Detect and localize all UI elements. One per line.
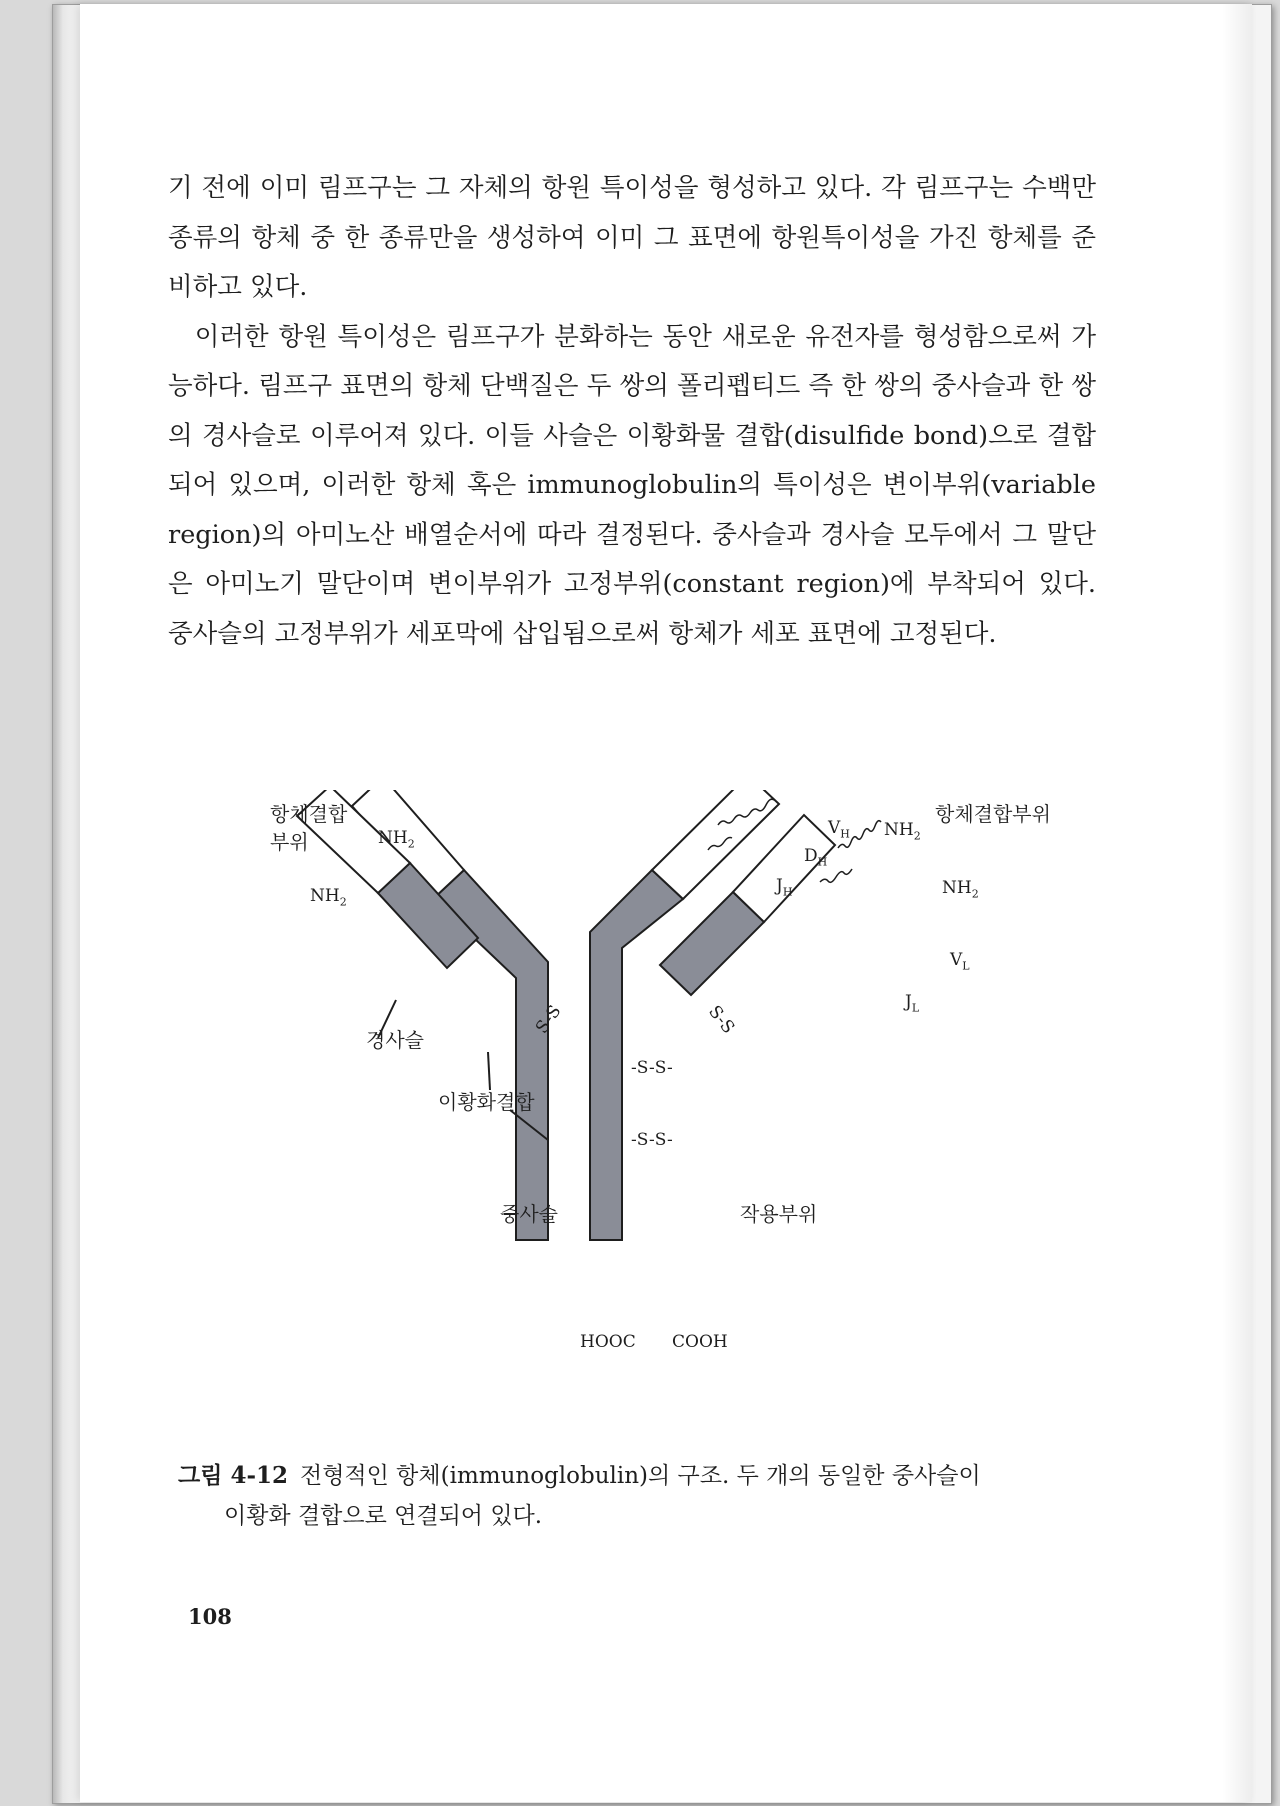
label-heavy-chain: 중사슬 <box>500 1202 558 1226</box>
label-nh2-heavy-right: $NH_2$ <box>884 820 921 843</box>
label-cooh: COOH <box>672 1332 728 1352</box>
antibody-structure-figure <box>170 790 1090 1450</box>
page-right-edge-shade <box>1222 4 1252 1802</box>
label-effector-site: 작용부위 <box>740 1202 818 1226</box>
label-nh2-heavy-left: $NH_2$ <box>378 828 415 851</box>
label-disulfide-bond: 이황화결합 <box>438 1090 535 1114</box>
figure-caption <box>178 1456 1098 1536</box>
label-dh: $D_H$ <box>804 846 828 869</box>
caption-number: 그림 4-12 <box>178 1462 288 1489</box>
label-light-chain: 경사슬 <box>366 1028 424 1052</box>
label-ss-lower-hinge: -S-S- <box>631 1130 673 1150</box>
label-binding-site-left-2: 부위 <box>270 830 309 854</box>
paragraph-2: 이러한 항원 특이성은 림프구가 분화하는 동안 새로운 유전자를 형성함으로써 가능하다. 림프구 표면의 항체 단백질은 두 쌍의 폴리펩티드 즉 한 쌍의 중사슬과 한 쌍의 경사슬로 이루어져 있다. 이들 사슬은 이황화물 결합(disulfide bond)으로 결합되어 있으며, 이러한 항체 혹은 immunoglobulin의 특이성은 변이부위(variable region)의 아미노산 배열순서에 따라 결정된다. 중사슬과 경사슬 모두에서 그 말단은 아미노기 말단이며 변이부위가 고정부위(constant region)에 부착되어 있다. 중사슬의 고정부위가 세포막에 삽입됨으로써 항체가 세포 표면에 고정된다. <box>168 321 1096 649</box>
paragraph-1: 기 전에 이미 림프구는 그 자체의 항원 특이성을 형성하고 있다. 각 림프구는 수백만 종류의 항체 중 한 종류만을 생성하여 이미 그 표면에 항원특이성을 가진 항체를 준비하고 있다. <box>168 173 1096 302</box>
label-jl: $J_L$ <box>905 992 920 1015</box>
label-binding-site-left-1: 항체결합 <box>270 802 348 826</box>
label-binding-site-right: 항체결합부위 <box>935 802 1051 826</box>
label-hooc: HOOC <box>580 1332 636 1352</box>
label-vh: $V_H$ <box>828 818 850 841</box>
caption-line-2: 이황화 결합으로 연결되어 있다. <box>224 1503 543 1529</box>
leader-disulfide-1 <box>488 1052 490 1090</box>
label-nh2-light-right: $NH_2$ <box>942 878 979 901</box>
jl-segment-mark <box>820 869 852 882</box>
caption-line-1: 전형적인 항체(immunoglobulin)의 구조. 두 개의 동일한 중사슬이 <box>300 1463 981 1489</box>
label-ss-upper-hinge: -S-S- <box>631 1058 673 1078</box>
label-jh: $J_H$ <box>776 876 793 899</box>
page-number: 108 <box>188 1604 232 1629</box>
label-vl: $V_L$ <box>950 950 970 973</box>
label-nh2-light-left: $NH_2$ <box>310 886 347 909</box>
label-ss-right-arm: S-S <box>704 1002 739 1038</box>
body-text <box>168 164 1096 659</box>
label-ss-left-arm: S-S <box>532 1001 566 1038</box>
heavy-chain-right-constant <box>590 870 683 1240</box>
